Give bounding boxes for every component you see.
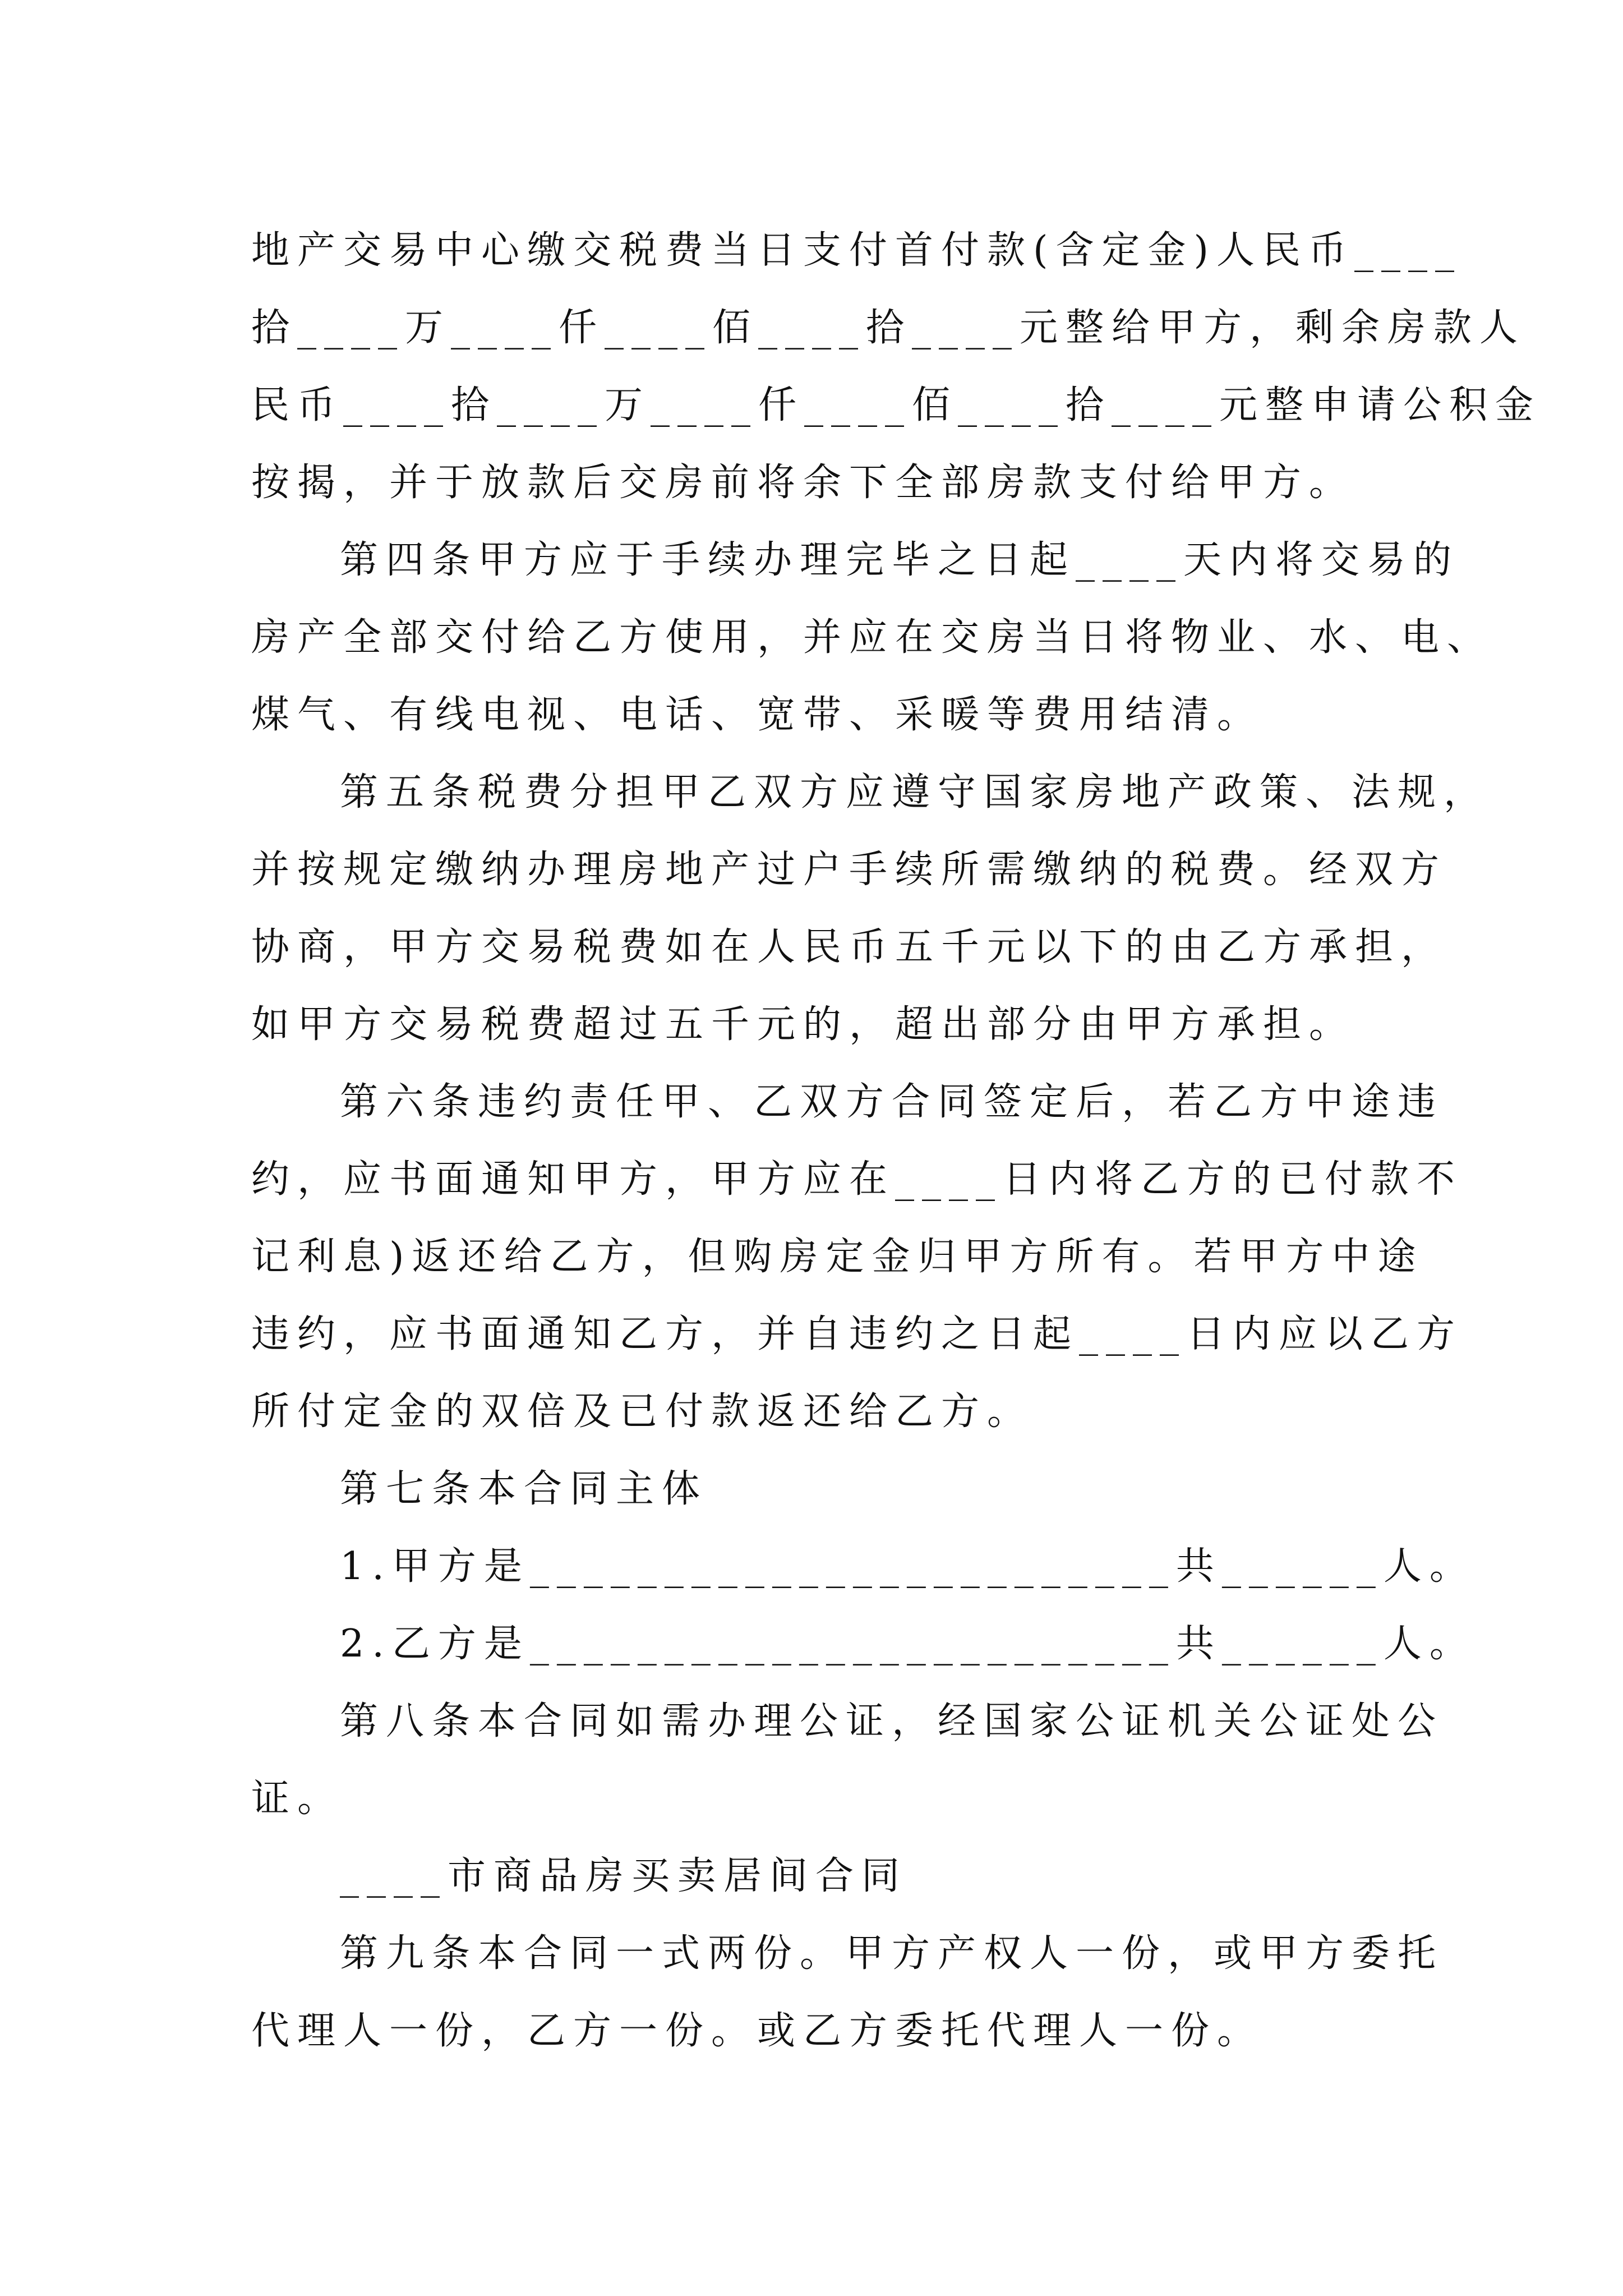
article-5-line: 第五条税费分担甲乙双方应遵守国家房地产政策、法规，: [340, 770, 1490, 815]
text-line: 煤气、有线电视、电话、宽带、采暖等费用结清。: [251, 693, 1264, 737]
article-9-line: 第九条本合同一式两份。甲方产权人一份，或甲方委托: [340, 1931, 1444, 1976]
contract-title-line: ____市商品房买卖居间合同: [340, 1854, 908, 1898]
article-7-heading: 第七条本合同主体: [340, 1467, 708, 1511]
text-line: 房产全部交付给乙方使用，并应在交房当日将物业、水、电、: [251, 615, 1493, 660]
party-b-line: 2.乙方是________________________共______人。: [340, 1622, 1476, 1666]
article-4-line: 第四条甲方应于手续办理完毕之日起____天内将交易的: [340, 538, 1460, 582]
text-line: 地产交易中心缴交税费当日支付首付款(含定金)人民币____: [251, 228, 1463, 273]
text-line: 民币____拾____万____仟____佰____拾____元整申请公积金: [251, 383, 1542, 427]
document-body: [251, 212, 1542, 2070]
article-8-line: 第八条本合同如需办理公证，经国家公证机关公证处公: [340, 1699, 1444, 1743]
text-line: 所付定金的双倍及已付款返还给乙方。: [251, 1389, 1034, 1434]
text-line: 并按规定缴纳办理房地产过户手续所需缴纳的税费。经双方: [251, 848, 1447, 892]
text-line: 代理人一份，乙方一份。或乙方委托代理人一份。: [251, 2009, 1264, 2053]
text-line: 协商，甲方交易税费如在人民币五千元以下的由乙方承担，: [251, 925, 1447, 969]
text-line: 按揭，并于放款后交房前将余下全部房款支付给甲方。: [251, 461, 1355, 505]
article-6-line: 第六条违约责任甲、乙双方合同签定后，若乙方中途违: [340, 1080, 1444, 1124]
text-line: 证。: [251, 1777, 344, 1821]
text-line: 记利息)返还给乙方，但购房定金归甲方所有。若甲方中途: [251, 1235, 1424, 1279]
text-line: 约，应书面通知甲方，甲方应在____日内将乙方的已付款不: [251, 1157, 1463, 1202]
text-line: 拾____万____仟____佰____拾____元整给甲方，剩余房款人: [251, 306, 1526, 350]
text-line: 如甲方交易税费超过五千元的，超出部分由甲方承担。: [251, 1002, 1355, 1047]
party-a-line: 1.甲方是________________________共______人。: [340, 1544, 1476, 1589]
text-line: 违约，应书面通知乙方，并自违约之日起____日内应以乙方: [251, 1312, 1463, 1356]
